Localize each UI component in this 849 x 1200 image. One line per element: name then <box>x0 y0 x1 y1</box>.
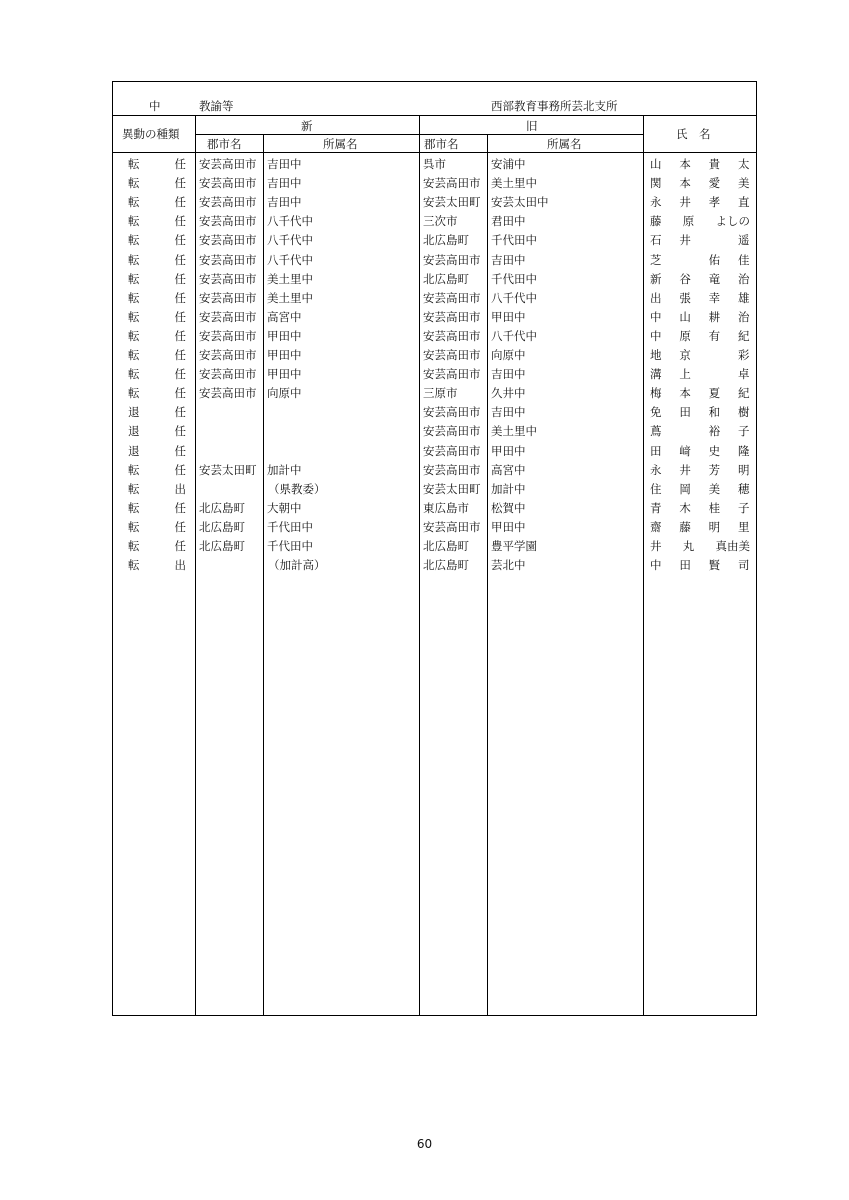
transfer-kind-char: 転 <box>128 539 140 553</box>
transfer-kind-char: 任 <box>174 329 186 343</box>
old-city: 安芸高田市 <box>423 520 481 534</box>
transfer-kind <box>128 500 186 516</box>
old-city: 三次市 <box>423 214 458 228</box>
person-name-part: 孝 <box>708 195 721 209</box>
page-number: 60 <box>416 1137 433 1151</box>
old-city: 安芸高田市 <box>423 444 481 458</box>
old-school: 吉田中 <box>491 253 526 267</box>
person-name-part: 和 <box>708 405 721 419</box>
old-city: 安芸高田市 <box>423 176 481 190</box>
old-city: 呉市 <box>423 157 446 171</box>
new-city: 安芸太田町 <box>199 463 257 477</box>
person-name <box>650 213 750 229</box>
transfer-kind-char: 任 <box>174 291 186 305</box>
old-school: 吉田中 <box>491 405 526 419</box>
transfer-kind-char: 転 <box>128 272 140 286</box>
person-name-part: 谷 <box>679 272 691 286</box>
old-city: 安芸高田市 <box>423 405 481 419</box>
header-new: 新 <box>301 119 313 133</box>
transfer-kind-char: 退 <box>128 405 140 419</box>
person-name-part: 井 <box>679 233 691 247</box>
new-city: 北広島町 <box>199 539 245 553</box>
new-city: 北広島町 <box>199 520 245 534</box>
new-school: 吉田中 <box>267 157 302 171</box>
old-city: 安芸高田市 <box>423 463 481 477</box>
person-name-part: 青 <box>650 501 662 515</box>
person-name-part: 明 <box>737 463 750 477</box>
person-name-part: 卓 <box>737 367 750 381</box>
person-name-part: 有 <box>708 329 721 343</box>
transfer-kind-char: 任 <box>174 424 186 438</box>
new-school: 八千代中 <box>267 233 313 247</box>
transfer-kind-char: 転 <box>128 214 140 228</box>
header-old-school: 所属名 <box>547 137 582 151</box>
person-name-part: 美 <box>708 482 721 496</box>
old-school: 安浦中 <box>491 157 526 171</box>
person-name-part: 芝 <box>650 253 662 267</box>
transfer-kind <box>128 328 186 344</box>
new-city: 安芸高田市 <box>199 272 257 286</box>
person-name-part: 京 <box>679 348 691 362</box>
old-city: 安芸高田市 <box>423 253 481 267</box>
transfer-kind-char: 任 <box>174 539 186 553</box>
new-school: 高宮中 <box>267 310 302 324</box>
transfer-kind-char: 転 <box>128 463 140 477</box>
transfer-kind <box>128 462 186 478</box>
person-name <box>650 519 750 535</box>
transfer-kind-char: 出 <box>174 558 186 572</box>
transfer-kind <box>128 156 186 172</box>
transfer-kind-char: 任 <box>174 272 186 286</box>
transfer-kind <box>128 290 186 306</box>
person-name-part: よしの <box>715 214 750 228</box>
person-name-part: 隆 <box>737 444 750 458</box>
person-name <box>650 404 750 420</box>
transfer-kind-char: 任 <box>174 367 186 381</box>
transfer-kind-char: 任 <box>174 386 186 400</box>
old-school: 千代田中 <box>491 272 537 286</box>
new-city: 安芸高田市 <box>199 310 257 324</box>
person-name-part: 井 <box>650 539 662 553</box>
person-name-part: 佑 <box>708 253 721 267</box>
old-school: 高宮中 <box>491 463 526 477</box>
person-name-part: 紀 <box>737 386 750 400</box>
person-name-part: 石 <box>650 233 662 247</box>
new-school: 向原中 <box>267 386 302 400</box>
person-name-part: 住 <box>650 482 662 496</box>
person-name-part: 本 <box>679 157 691 171</box>
person-name <box>650 194 750 210</box>
new-school: 甲田中 <box>267 329 302 343</box>
person-name-part: 梅 <box>650 386 662 400</box>
person-name-part: 地 <box>650 348 662 362</box>
transfer-kind-char: 任 <box>174 176 186 190</box>
header-name: 氏 名 <box>676 127 711 141</box>
old-school: 吉田中 <box>491 367 526 381</box>
new-school: 甲田中 <box>267 348 302 362</box>
transfer-kind-char: 転 <box>128 291 140 305</box>
person-name-part: 樹 <box>737 405 750 419</box>
new-school: （加計高） <box>268 558 326 572</box>
old-school: 加計中 <box>491 482 526 496</box>
old-city: 北広島町 <box>423 558 469 572</box>
transfer-kind-char: 出 <box>174 482 186 496</box>
person-name-part: 井 <box>679 195 691 209</box>
person-name-part: 紀 <box>737 329 750 343</box>
person-name-part: 井 <box>679 463 691 477</box>
person-name-part <box>679 423 691 439</box>
person-name <box>650 385 750 401</box>
transfer-kind <box>128 538 186 554</box>
person-name <box>650 156 750 172</box>
person-name-part: 上 <box>679 367 691 381</box>
person-name <box>650 271 750 287</box>
person-name-part: 遥 <box>737 233 750 247</box>
person-name-part: 貴 <box>708 157 721 171</box>
transfer-kind-char: 転 <box>128 482 140 496</box>
person-name-part: 田 <box>679 558 691 572</box>
transfer-kind-char: 退 <box>128 424 140 438</box>
transfer-kind <box>128 347 186 363</box>
person-name-part: 中 <box>650 329 662 343</box>
transfer-kind-char: 転 <box>128 386 140 400</box>
rule-new-old <box>419 115 420 1016</box>
office-name: 西部教育事務所芸北支所 <box>491 99 618 113</box>
person-name-part: 原 <box>679 329 691 343</box>
new-school: 甲田中 <box>267 367 302 381</box>
transfer-kind <box>128 366 186 382</box>
person-name-part: 原 <box>682 214 695 228</box>
person-name <box>650 481 750 497</box>
person-name-part: 幸 <box>708 291 721 305</box>
new-school: 八千代中 <box>267 253 313 267</box>
transfer-kind-char: 任 <box>174 233 186 247</box>
transfer-kind-char: 転 <box>128 310 140 324</box>
old-city: 安芸高田市 <box>423 329 481 343</box>
person-name <box>650 443 750 459</box>
school-level: 中 <box>149 99 161 113</box>
person-name-part: 﨑 <box>679 444 691 458</box>
new-city: 安芸高田市 <box>199 233 257 247</box>
person-name-part: 中 <box>650 310 662 324</box>
rule-name <box>643 115 644 1016</box>
old-school: 八千代中 <box>491 329 537 343</box>
transfer-kind-char: 任 <box>174 405 186 419</box>
old-school: 松賀中 <box>491 501 526 515</box>
person-name-part: 耕 <box>708 310 721 324</box>
person-name-part: 溝 <box>650 367 662 381</box>
rule-old-city <box>487 135 488 1016</box>
header-new-school: 所属名 <box>323 137 358 151</box>
person-name-part: 本 <box>679 386 691 400</box>
person-name-part: 蔦 <box>650 424 662 438</box>
person-name <box>650 366 750 382</box>
old-school: 八千代中 <box>491 291 537 305</box>
person-name-part: 竜 <box>708 272 721 286</box>
person-name-part <box>709 232 721 248</box>
new-city: 安芸高田市 <box>199 195 257 209</box>
transfer-kind-char: 転 <box>128 501 140 515</box>
transfer-kind-char: 転 <box>128 329 140 343</box>
new-school: 八千代中 <box>267 214 313 228</box>
person-name <box>650 557 750 573</box>
old-school: 甲田中 <box>491 310 526 324</box>
transfer-kind-char: 転 <box>128 233 140 247</box>
transfer-kind <box>128 404 186 420</box>
person-name-part: 免 <box>650 405 662 419</box>
new-school: 加計中 <box>267 463 302 477</box>
transfer-kind-char: 退 <box>128 444 140 458</box>
old-city: 安芸高田市 <box>423 310 481 324</box>
transfer-kind-char: 転 <box>128 176 140 190</box>
person-name <box>650 500 750 516</box>
person-name-part: 田 <box>679 405 691 419</box>
old-city: 安芸太田町 <box>423 195 481 209</box>
new-city: 安芸高田市 <box>199 386 257 400</box>
person-name <box>650 462 750 478</box>
old-school: 向原中 <box>491 348 526 362</box>
transfer-kind <box>128 519 186 535</box>
old-school: 甲田中 <box>491 520 526 534</box>
transfer-kind-char: 任 <box>174 157 186 171</box>
new-city: 安芸高田市 <box>199 157 257 171</box>
person-name-part: 中 <box>650 558 662 572</box>
transfer-kind-char: 転 <box>128 253 140 267</box>
new-school: 千代田中 <box>267 520 313 534</box>
header-kind: 異動の種類 <box>122 127 180 141</box>
new-school: 千代田中 <box>267 539 313 553</box>
transfer-kind <box>128 557 186 573</box>
transfer-kind-char: 転 <box>128 195 140 209</box>
person-name <box>650 175 750 191</box>
rule-group-bottom <box>195 134 643 135</box>
transfer-kind-char: 任 <box>174 463 186 477</box>
person-name-part: 子 <box>737 501 750 515</box>
old-school: 千代田中 <box>491 233 537 247</box>
old-school: 美土里中 <box>491 424 537 438</box>
transfer-kind-char: 任 <box>174 520 186 534</box>
new-school: 美土里中 <box>267 291 313 305</box>
new-school: （県教委） <box>268 482 326 496</box>
person-name-part: 穂 <box>737 482 750 496</box>
header-new-city: 郡市名 <box>207 137 242 151</box>
old-school: 芸北中 <box>491 558 526 572</box>
transfer-kind <box>128 175 186 191</box>
person-name-part: 本 <box>679 176 691 190</box>
person-name-part: 齋 <box>650 520 662 534</box>
person-name-part: 夏 <box>708 386 721 400</box>
transfer-kind <box>128 309 186 325</box>
person-name-part: 明 <box>708 520 721 534</box>
person-name-part: 藤 <box>650 214 662 228</box>
transfer-kind-char: 任 <box>174 195 186 209</box>
person-name-part <box>709 347 721 363</box>
new-school: 美土里中 <box>267 272 313 286</box>
transfer-kind-char: 任 <box>174 501 186 515</box>
person-name <box>650 309 750 325</box>
person-name-part: 出 <box>650 291 662 305</box>
person-name-part: 桂 <box>708 501 721 515</box>
transfer-kind-char: 任 <box>174 253 186 267</box>
new-school: 吉田中 <box>267 176 302 190</box>
rule-kind <box>195 115 196 1016</box>
old-city: 三原市 <box>423 386 458 400</box>
header-old-city: 郡市名 <box>424 137 459 151</box>
person-name-part: 山 <box>650 157 662 171</box>
person-name-part: 新 <box>650 272 662 286</box>
old-city: 北広島町 <box>423 272 469 286</box>
old-school: 安芸太田中 <box>491 195 549 209</box>
transfer-kind <box>128 271 186 287</box>
person-name-part: 佳 <box>737 253 750 267</box>
person-name-part <box>679 252 691 268</box>
person-name-part: 藤 <box>679 520 691 534</box>
old-city: 北広島町 <box>423 233 469 247</box>
person-name-part: 美 <box>737 176 750 190</box>
person-name <box>650 423 750 439</box>
old-city: 北広島町 <box>423 539 469 553</box>
rule-header-top <box>112 115 757 116</box>
person-name-part: 彩 <box>737 348 750 362</box>
person-name <box>650 232 750 248</box>
transfer-kind-char: 転 <box>128 367 140 381</box>
person-name-part: 真由美 <box>715 539 750 553</box>
person-name-part: 木 <box>679 501 691 515</box>
transfer-kind-char: 転 <box>128 157 140 171</box>
transfer-kind-char: 任 <box>174 348 186 362</box>
old-school: 美土里中 <box>491 176 537 190</box>
person-name-part: 裕 <box>708 424 721 438</box>
person-name-part: 田 <box>650 444 662 458</box>
old-city: 安芸太田町 <box>423 482 481 496</box>
new-city: 安芸高田市 <box>199 329 257 343</box>
person-name-part: 永 <box>650 463 662 477</box>
new-city: 安芸高田市 <box>199 253 257 267</box>
transfer-kind-char: 転 <box>128 520 140 534</box>
person-name-part: 賢 <box>708 558 721 572</box>
old-city: 安芸高田市 <box>423 424 481 438</box>
transfer-kind-char: 転 <box>128 348 140 362</box>
old-city: 安芸高田市 <box>423 367 481 381</box>
transfer-kind <box>128 443 186 459</box>
transfer-kind <box>128 385 186 401</box>
person-name-part: 治 <box>737 310 750 324</box>
new-school: 大朝中 <box>267 501 302 515</box>
person-name-part: 岡 <box>679 482 691 496</box>
new-city: 安芸高田市 <box>199 367 257 381</box>
person-name-part: 山 <box>679 310 691 324</box>
person-name-part: 史 <box>708 444 721 458</box>
old-school: 久井中 <box>491 386 526 400</box>
person-name-part: 治 <box>737 272 750 286</box>
person-name-part: 直 <box>737 195 750 209</box>
transfer-kind <box>128 481 186 497</box>
person-name-part: 愛 <box>708 176 721 190</box>
old-city: 安芸高田市 <box>423 291 481 305</box>
old-school: 君田中 <box>491 214 526 228</box>
old-city: 東広島市 <box>423 501 469 515</box>
person-name-part: 里 <box>737 520 750 534</box>
transfer-kind <box>128 232 186 248</box>
person-name <box>650 252 750 268</box>
person-name <box>650 538 750 554</box>
person-name <box>650 347 750 363</box>
person-name-part <box>709 366 721 382</box>
transfer-kind <box>128 194 186 210</box>
person-name-part: 雄 <box>737 291 750 305</box>
person-name-part: 太 <box>737 157 750 171</box>
person-name-part: 司 <box>737 558 750 572</box>
transfer-kind-char: 任 <box>174 444 186 458</box>
transfer-kind <box>128 213 186 229</box>
person-name-part: 張 <box>679 291 691 305</box>
rule-header-bottom <box>112 152 757 153</box>
person-name <box>650 328 750 344</box>
new-school: 吉田中 <box>267 195 302 209</box>
transfer-kind <box>128 423 186 439</box>
new-city: 北広島町 <box>199 501 245 515</box>
transfer-kind-char: 任 <box>174 310 186 324</box>
new-city: 安芸高田市 <box>199 348 257 362</box>
transfer-kind-char: 転 <box>128 558 140 572</box>
person-name-part: 丸 <box>682 539 695 553</box>
person-name-part: 子 <box>737 424 750 438</box>
transfer-kind-char: 任 <box>174 214 186 228</box>
new-city: 安芸高田市 <box>199 214 257 228</box>
staff-category: 教諭等 <box>199 99 234 113</box>
person-name <box>650 290 750 306</box>
new-city: 安芸高田市 <box>199 176 257 190</box>
header-old: 旧 <box>526 119 538 133</box>
rule-new-city <box>263 135 264 1016</box>
old-school: 豊平学園 <box>491 539 537 553</box>
old-school: 甲田中 <box>491 444 526 458</box>
new-city: 安芸高田市 <box>199 291 257 305</box>
person-name-part: 永 <box>650 195 662 209</box>
person-name-part: 関 <box>650 176 662 190</box>
transfer-kind <box>128 252 186 268</box>
person-name-part: 芳 <box>708 463 721 477</box>
old-city: 安芸高田市 <box>423 348 481 362</box>
